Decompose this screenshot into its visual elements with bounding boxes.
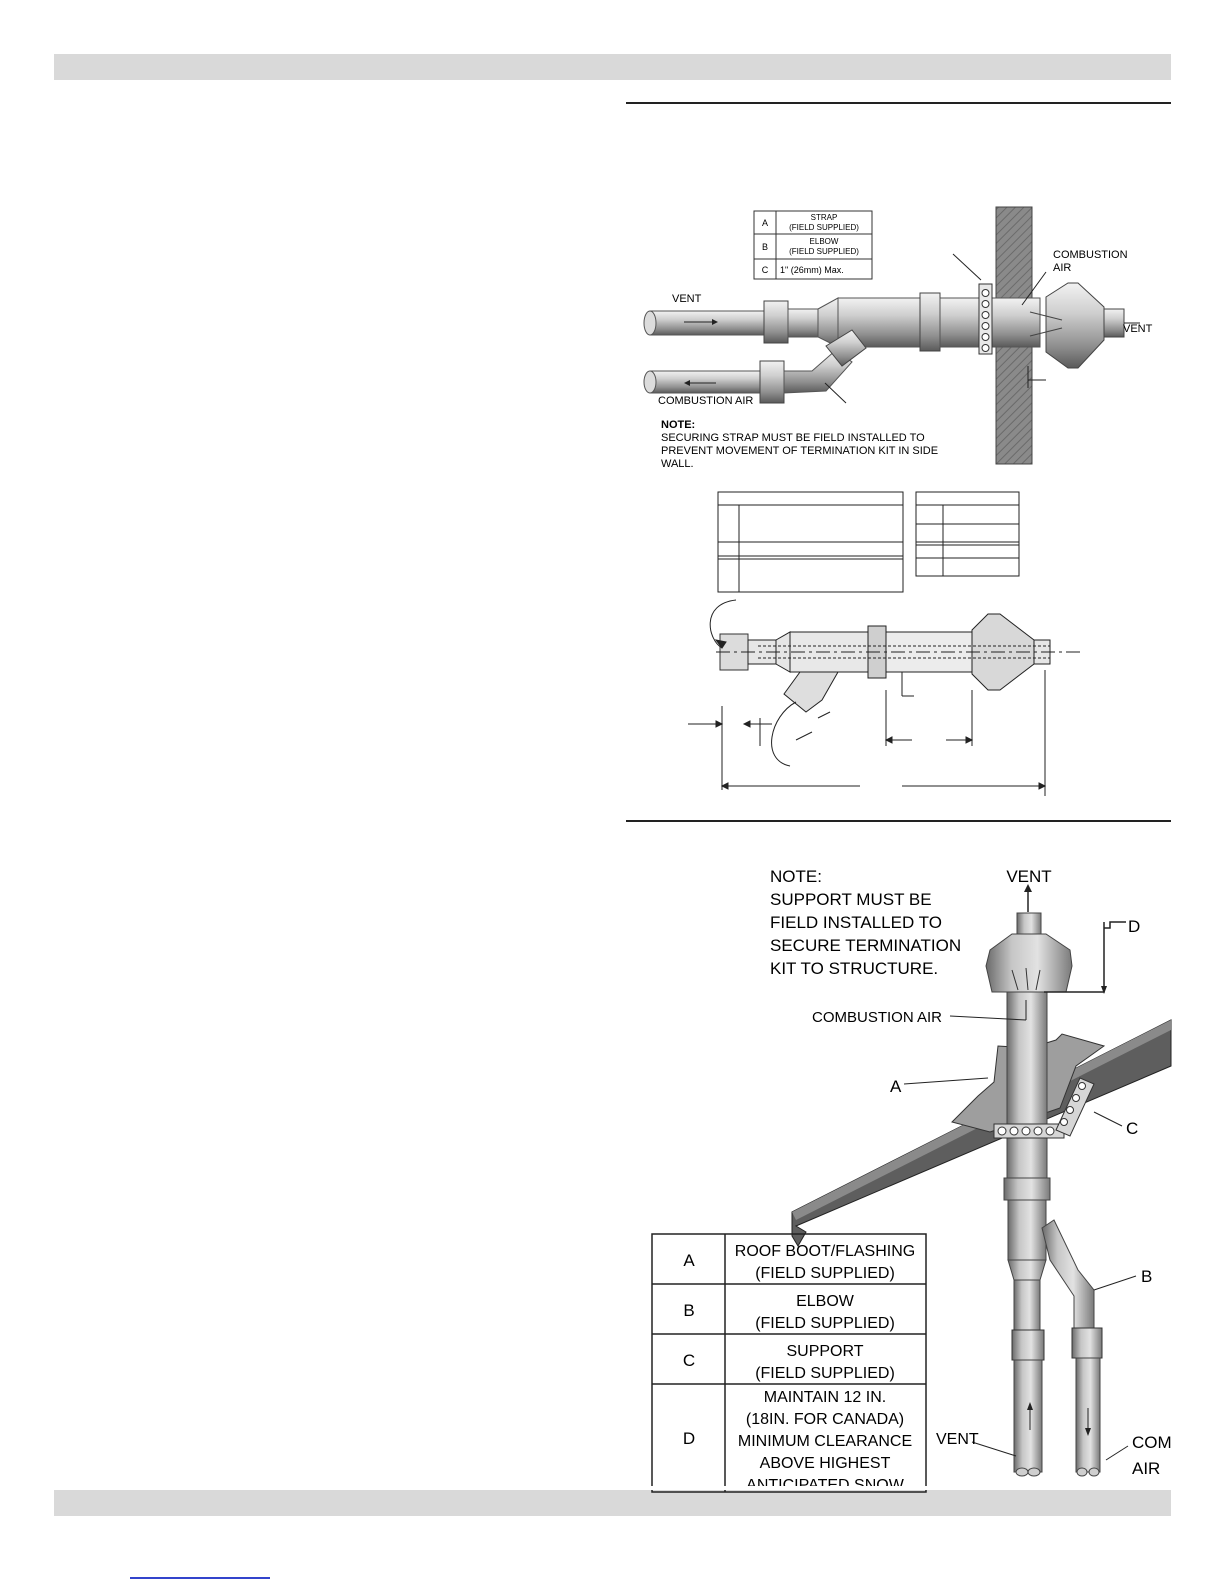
vertical-legend-text-d-3: MINIMUM CLEARANCE <box>737 1433 913 1450</box>
dimension-drawing <box>688 492 1084 796</box>
side-note-line-1: SECURING STRAP MUST BE FIELD INSTALLED TO <box>661 432 925 444</box>
vertical-legend-key-b: B <box>683 1301 695 1320</box>
vertical-termination-cap <box>986 934 1072 992</box>
vertical-note-line-1: SUPPORT MUST BE <box>770 890 932 909</box>
vertical-legend-text-b-1: ELBOW <box>796 1293 854 1310</box>
dimension-table-left <box>718 492 903 592</box>
side-legend-text-b-1: ELBOW <box>809 237 839 246</box>
side-legend-text-c-1: 1" (26mm) Max. <box>780 265 844 275</box>
vertical-label-d: D <box>1128 917 1141 936</box>
vertical-legend-text-a-2: (FIELD SUPPLIED) <box>755 1265 895 1282</box>
side-wall-diagram <box>644 207 1153 470</box>
vertical-legend-text-d-1: MAINTAIN 12 IN. <box>763 1389 887 1406</box>
side-legend-key-c: C <box>761 265 769 275</box>
vertical-legend-key-d: D <box>682 1429 696 1448</box>
kit-elbow-outline <box>784 672 838 712</box>
combustion-air-pipe <box>650 371 765 393</box>
crop-mask <box>620 1486 1180 1490</box>
dimension-table-right <box>916 492 1019 576</box>
vertical-legend-text-b-2: (FIELD SUPPLIED) <box>755 1315 895 1332</box>
vertical-label-comb-air-1: COM <box>1132 1433 1172 1452</box>
side-label-combustion-air-in: COMBUSTION AIR <box>658 395 754 407</box>
vertical-label-vent-top: VENT <box>1006 867 1052 886</box>
vertical-label-c: C <box>1126 1119 1139 1138</box>
side-legend-text-a-1: STRAP <box>810 213 838 222</box>
vertical-legend-text-c-1: SUPPORT <box>786 1343 864 1360</box>
side-note-line-3: WALL. <box>661 458 694 470</box>
termination-cone <box>1046 283 1104 368</box>
vertical-elbow <box>1042 1220 1094 1336</box>
vertical-label-a: A <box>890 1077 902 1096</box>
vertical-legend-text-c-2: (FIELD SUPPLIED) <box>755 1365 895 1382</box>
vertical-note-title: NOTE: <box>770 867 822 886</box>
side-legend-key-a: A <box>761 218 769 228</box>
vertical-legend-text-a-1: ROOF BOOT/FLASHING <box>734 1243 916 1260</box>
side-label-combustion-air-top-2: AIR <box>1053 262 1072 274</box>
side-note-line-2: PREVENT MOVEMENT OF TERMINATION KIT IN SIDE <box>661 445 939 457</box>
vertical-legend-key-a: A <box>683 1251 695 1270</box>
vent-pipe <box>650 311 770 335</box>
vertical-label-vent-bottom: VENT <box>936 1431 979 1448</box>
side-label-combustion-air-top-1: COMBUSTION <box>1053 249 1128 261</box>
vertical-label-comb-air-2: AIR <box>1132 1459 1161 1478</box>
side-note-title: NOTE: <box>661 419 696 431</box>
side-label-vent-out: VENT <box>1123 323 1153 335</box>
vertical-legend-text-d-4: ABOVE HIGHEST <box>759 1455 891 1472</box>
side-legend-key-b: B <box>761 242 769 252</box>
vertical-label-b: B <box>1141 1267 1153 1286</box>
vertical-note-line-3: SECURE TERMINATION <box>770 936 962 955</box>
vertical-legend-key-c: C <box>682 1351 696 1370</box>
vertical-diagram <box>652 867 1172 1494</box>
vertical-legend-text-d-2: (18IN. FOR CANADA) <box>745 1411 905 1428</box>
side-label-vent-in: VENT <box>672 293 702 305</box>
vertical-vent-pipe <box>1007 988 1047 1188</box>
side-legend-text-b-2: (FIELD SUPPLIED) <box>789 247 859 256</box>
vertical-note-line-2: FIELD INSTALLED TO <box>770 913 942 932</box>
vertical-label-combustion-air: COMBUSTION AIR <box>812 1009 943 1026</box>
side-legend-text-a-2: (FIELD SUPPLIED) <box>789 223 859 232</box>
vertical-note-line-4: KIT TO STRUCTURE. <box>770 959 939 978</box>
